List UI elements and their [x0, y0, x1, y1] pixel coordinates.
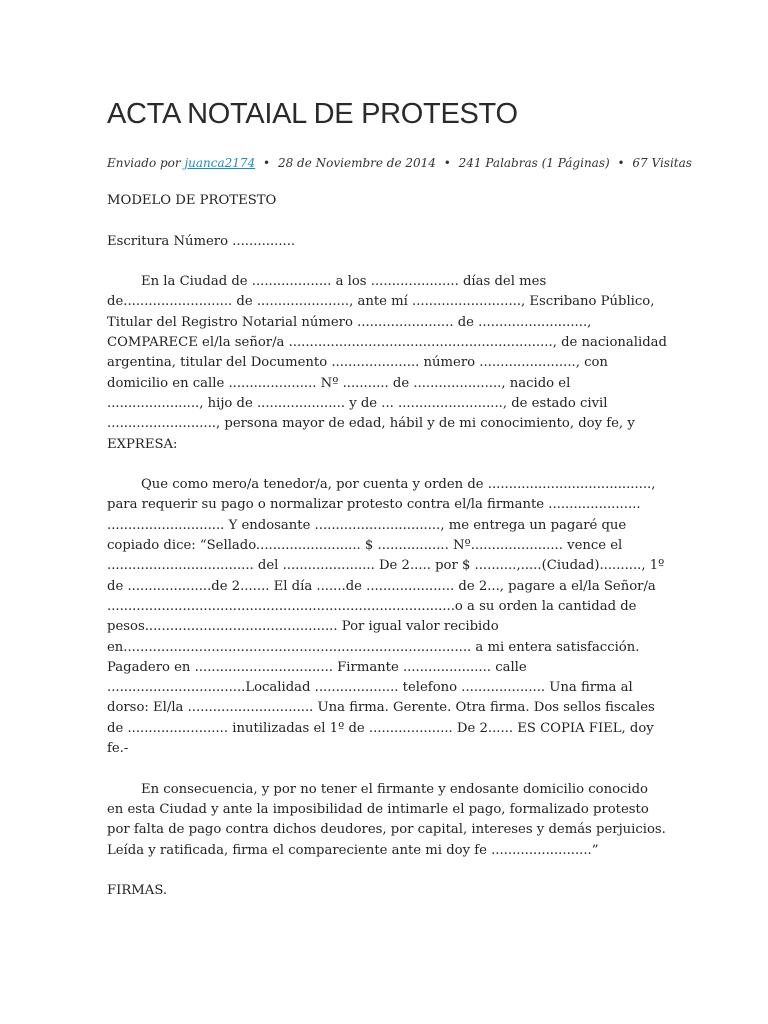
sent-by-label: Enviado por	[107, 156, 181, 170]
paragraph-statement: Que como mero/a tenedor/a, por cuenta y orden de ......................................., para requerir su pago o normalizar protesto contra el/la firmante ...................... ............................ Y endosante .............................., me entrega un pagaré que copiado dice: “Sellado......................... $ ................. Nº...................... vence el ................................... del ...................... De 2..... por $ ..........,.....(Ciudad).........., 1º de ....................de 2....... El día .......de ..................... de 2..., pagare a el/la Señor/a ...................................................................................o a su orden la cantidad de pesos.............................................. Por igual valor recibido en................................................................................... a mi entera satisfacción. Pagadero en ................................. Firmante ..................... calle .................................Localidad .................... telefono .................... Una firma al dorso: El/la .............................. Una firma. Gerente. Otra firma. Dos sellos fiscales de ........................ inutilizadas el 1º de .................... De 2...... ES COPIA FIEL, doy fe.-	[107, 477, 665, 757]
document-meta	[107, 156, 692, 170]
meta-separator: •	[263, 156, 271, 170]
meta-separator: •	[617, 156, 625, 170]
paragraph-deed-number: Escritura Número ...............	[107, 233, 296, 249]
publish-date: 28 de Noviembre de 2014	[277, 156, 436, 170]
paragraph-heading: MODELO DE PROTESTO	[107, 193, 277, 208]
meta-separator: •	[443, 156, 451, 170]
author-link[interactable]: juanca2174	[184, 156, 256, 170]
document-body	[107, 191, 667, 922]
paragraph-signatures: FIRMAS.	[107, 883, 168, 899]
visit-count: 67 Visitas	[632, 156, 692, 170]
paragraph-consequence: En consecuencia, y por no tener el firmante y endosante domicilio conocido en esta Ciudad y ante la imposibilidad de intimarle el pago, formalizado protesto por falta de pago contra dichos deudores, por capital, intereses y demás perjuicios. Leída y ratificada, firma el compareciente ante mi doy fe ........................”	[107, 781, 666, 858]
paragraph-appearance: En la Ciudad de ................... a los ..................... días del mes de.......................... de ......................, ante mí .........................., Escribano Público, Titular del Registro Notarial número ....................... de .........................., COMPARECE el/la señor/a ..............................................................., de nacionalidad argentina, titular del Documento ..................... número ......................., con domicilio en calle ..................... Nº ........... de ....................., nacido el ......................, hijo de ..................... y de ... ........................., de estado civil .........................., persona mayor de edad, hábil y de mi conocimiento, doy fe, y EXPRESA:	[107, 274, 667, 452]
document-title: ACTA NOTAIAL DE PROTESTO	[107, 98, 518, 130]
word-count: 241 Palabras (1 Páginas)	[458, 156, 610, 170]
